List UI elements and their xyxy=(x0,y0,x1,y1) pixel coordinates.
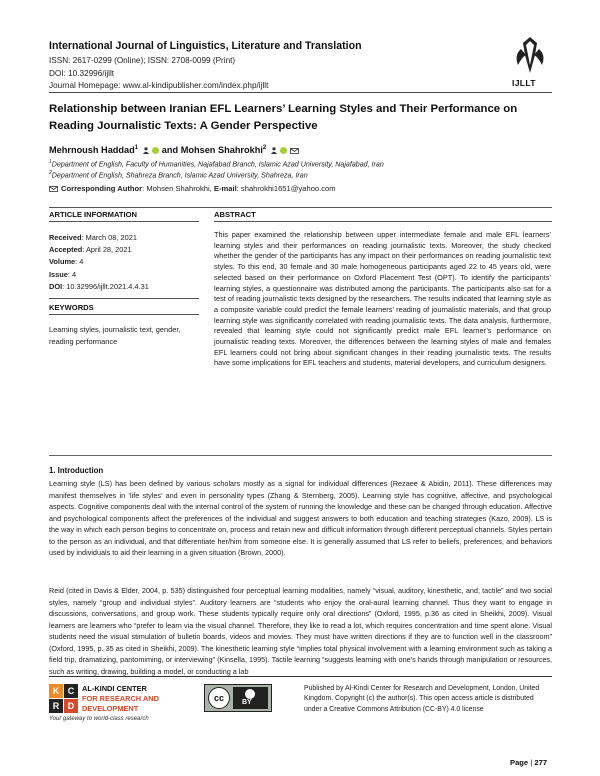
corresponding-label: Corresponding Author xyxy=(61,184,143,193)
author-line xyxy=(49,145,302,155)
journal-issn: ISSN: 2617-0299 (Online); ISSN: 2708-0099 (Print) xyxy=(49,56,236,65)
received-label: Received xyxy=(49,233,82,242)
doi-value[interactable]: : 10.32996/ijllt.2021.4.4.31 xyxy=(62,281,149,291)
journal-homepage[interactable]: Journal Homepage: www.al-kindipublisher.com/index.php/ijllt xyxy=(49,81,269,91)
info-top-rule xyxy=(49,207,552,208)
cc-icon: cc xyxy=(208,687,230,709)
introduction-paragraph-1: Learning style (LS) has been defined by various scholars mostly as a signal for individual differences (Rezaee & Abidin, 2011). These differences may manifest themselves in ‘life styles’ and even in personality types (Zhang & Sternberg, 2005). Learning style has cognitive, affective, and psychological aspects. Cognitive components deal with the internal control of the system of running the knowledge and these can be changed through education. Affective and psychological components affect the preferences of the individual and suggest answers to both education and teaching strategies (Kazo, 2009). LS is the way in which each person begins to concentrate on, process and retain new and difficult information through different perceptual channels. Styles pertain to the person as an individual, and that differentiate her/him from someone else. It is generally assumed that LS refer to beliefs, preferences, and behaviors used by individuals to aid their learning in a given situation (Brown, 2000). xyxy=(49,479,552,557)
footer-divider xyxy=(49,676,552,677)
issue-row xyxy=(49,269,149,281)
article-info-block xyxy=(49,232,149,293)
paper-title: Relationship between Iranian EFL Learners’ Learning Styles and Their Performance on Reading Journalistic Texts: A Gender Perspective xyxy=(49,103,518,132)
issue-label: Issue xyxy=(49,269,68,279)
journal-title: International Journal of Linguistics, Literature and Translation xyxy=(49,40,362,52)
abstract-text: This paper examined the relationship between upper intermediate female and male EFL learners’ learning styles and their performances on reading journalistic texts. Moreover, the study checked whether the gender of the participants has any impact on their performances on reading journalistic text styles. To this end, 30 female and 30 male homogeneous participants aged 22 to 45 years old, were selected based on their performance on Oxford Placement Test (OPT). To identify the participants’ learning styles, a questionnaire was distributed among the participants. The participants also sat for a test of reading journalistic texts designed by the researchers. The results indicated that learning style as a composite variable could predict the female learners’ reading of journalistic materials, and that group learning style was significantly correlated with reading journalistic texts. The data analysis, furthermore, revealed that learning style could not significantly predict male EFL learner’s performance on journalistic reading texts. Moreover, the differences between the learning styles of male and females EFL learners could not bring about significant changes in their reading journalistic texts. The results have some implications for EFL teachers and students, material developers, and curriculum designers. xyxy=(214,230,551,368)
issue-value: : 4 xyxy=(67,269,77,279)
header-divider xyxy=(49,92,552,93)
author-2-sup: 2 xyxy=(262,145,267,151)
page-label: Page xyxy=(510,758,529,767)
keywords-heading-rule xyxy=(49,314,199,315)
mail-icon[interactable] xyxy=(290,148,299,154)
section-divider xyxy=(49,455,552,456)
volume-value: : 4 xyxy=(75,257,84,267)
volume-row xyxy=(49,256,149,268)
page-separator: | xyxy=(530,758,533,767)
corresponding-author xyxy=(49,184,336,193)
journal-logo-text: IJLLT xyxy=(512,78,536,88)
cc-by-label: BY xyxy=(242,699,252,706)
keywords-text: Learning styles, journalistic text, gender, reading performance xyxy=(49,325,181,347)
publisher-name-line-2: FOR RESEARCH AND xyxy=(82,694,159,703)
page-number xyxy=(510,758,547,767)
keywords-top-rule xyxy=(49,298,199,299)
received-row xyxy=(49,232,149,244)
author-1-sup: 1 xyxy=(134,145,139,151)
journal-logo-icon xyxy=(508,33,552,77)
affiliation-1-text: Department of English, Faculty of Humanities, Najafabad Branch, Islamic Azad University, Najafabad, Iran xyxy=(51,160,384,169)
kd-logo-r: R xyxy=(49,699,63,713)
abstract-heading: ABSTRACT xyxy=(214,210,256,219)
person-icon xyxy=(143,147,149,154)
affiliation-2-sup: 2 xyxy=(49,170,52,176)
author-conjunction: and xyxy=(161,145,179,156)
page-number-value: 277 xyxy=(534,758,548,767)
affiliation-2 xyxy=(49,170,308,179)
doi-label: DOI xyxy=(49,281,63,291)
accepted-value: : April 28, 2021 xyxy=(82,245,132,255)
author-2-name: Mohsen Shahrokhi xyxy=(180,145,263,156)
corresponding-name: : Mohsen Shahrokhi, xyxy=(142,184,214,193)
author-1-name: Mehrnoush Haddad xyxy=(49,145,135,156)
info-heading-rule xyxy=(49,221,199,222)
introduction-paragraph-2: Reid (cited in Davis & Elder, 2004, p. 535) distinguished four perceptual learning modalities, namely “visual, auditory, kinesthetic, and, tactile” and two social styles, namely “group and individual styles”. Auditory learners are “students who enjoy the oral-aural learning channel. Thus they want to engage in discussions, conversations, and group work. These students typically require only oral directions” (Oxford, 1995, p.36 as cited in Sheikhi, 2009). Visual learners are learners who “prefer to learn via the visual channel. Therefore, they like to read a lot, which requires concentration and time spent alone. Visual students need the visual stimulation of bulletin boards, videos and movies. They must have written directions if they are to function well in the classroom” (Oxford, 1995, p. 35 as cited in Sheikhi, 2009). The kinesthetic learning style “implies total physical involvement with a learning environment such as taking a field trip, dramatizing, pantomiming, or interviewing” (Kinsella, 1995). Tactile learning “suggests learning with one’s hands through manipulation or resources, such as writing, drawing, building a model, or conducting a lab xyxy=(49,586,552,676)
affiliation-1-sup: 1 xyxy=(49,159,52,165)
kd-logo-d: D xyxy=(64,699,78,713)
journal-meta xyxy=(49,55,268,93)
received-value: : March 08, 2021 xyxy=(81,233,137,242)
accepted-label: Accepted xyxy=(49,245,83,255)
kd-logo-c: C xyxy=(64,684,78,698)
publisher-tagline: Your gateway to world-class research xyxy=(49,716,149,722)
corresponding-email[interactable]: : shahrokhi1651@yahoo.com xyxy=(236,184,336,193)
keywords-heading: KEYWORDS xyxy=(49,303,94,312)
orcid-icon[interactable] xyxy=(280,147,287,154)
introduction-heading: 1. Introduction xyxy=(49,466,104,475)
orcid-icon[interactable] xyxy=(152,147,159,154)
affiliation-1 xyxy=(49,159,384,168)
article-info-heading: ARTICLE INFORMATION xyxy=(49,210,138,219)
email-label: E-mail xyxy=(213,184,237,193)
by-icon xyxy=(233,687,268,709)
kd-logo-k: K xyxy=(49,684,63,698)
volume-label: Volume xyxy=(49,257,76,267)
mail-icon xyxy=(49,186,58,192)
affiliation-2-text: Department of English, Shahreza Branch, Islamic Azad University, Shahreza, Iran xyxy=(51,171,308,180)
accepted-row xyxy=(49,244,149,256)
publisher-name-line-3: DEVELOPMENT xyxy=(82,704,139,713)
attribution-person-icon xyxy=(245,689,255,699)
publisher-name-line-1: AL-KINDI CENTER xyxy=(82,684,147,693)
journal-doi: DOI: 10.32996/ijllt xyxy=(49,68,115,78)
cc-by-license-badge[interactable] xyxy=(204,684,272,712)
al-kindi-logo xyxy=(49,684,79,713)
license-text: Published by Al-Kindi Center for Research and Development, London, United Kingdom. Copyright (c) the author(s). This open access article is distributed under a Creative Commons Attribution (CC-BY) 4.0 license xyxy=(304,685,540,713)
person-icon xyxy=(271,147,277,154)
doi-row xyxy=(49,281,149,293)
abstract-heading-rule xyxy=(214,221,552,222)
